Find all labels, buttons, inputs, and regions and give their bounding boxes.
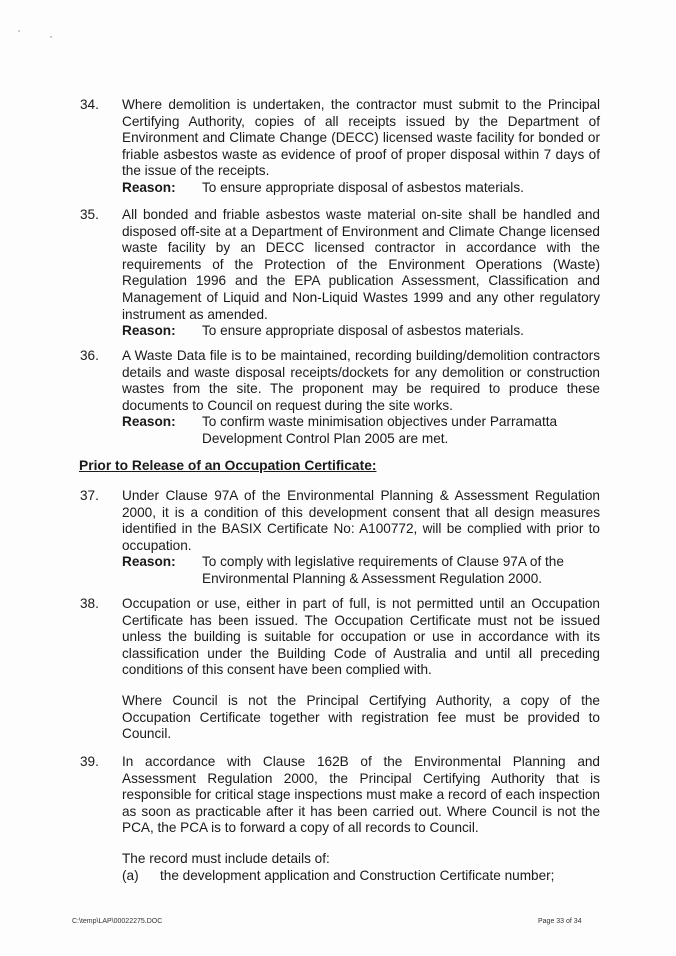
reason-row	[122, 180, 600, 197]
condition-34	[80, 97, 600, 197]
condition-text: Under Clause 97A of the Environmental Planning & Assessment Regulation 2000, it is a condition of this development consent that all design measures identified in the BASIX Certificate No: A100772, will be complied with prior to occupation.	[122, 488, 600, 553]
condition-text: In accordance with Clause 162B of the Environmental Planning and Assessment Regulation 2000, the Principal Certifying Authority that is responsible for critical stage inspections must make a record of each inspection as soon as practicable after it has been carried out. Where Council is not the PCA, the PCA is to forward a copy of all records to Council.	[122, 754, 600, 836]
scan-speck	[50, 36, 52, 38]
reason-label: Reason:	[122, 179, 176, 195]
condition-text: Occupation or use, either in part of full, is not permitted until an Occupation Certificate has been issued. The Occupation Certificate must not be issued unless the building is suitable for occupation or use in accordance with its classification under the Building Code of Australia and until all preceding conditions of this consent have been complied with.	[122, 596, 600, 678]
condition-paragraph: The record must include details of:	[122, 850, 330, 866]
reason-label: Reason:	[122, 554, 176, 570]
condition-number: 36.	[80, 348, 99, 363]
footer-file-path: C:\temp\LAP\00022275.DOC	[72, 918, 163, 925]
condition-37	[80, 488, 600, 588]
reason-text: To confirm waste minimisation objectives under Parramatta Development Control Plan 2005 are met.	[202, 414, 558, 446]
condition-number: 37.	[80, 488, 99, 503]
reason-label: Reason:	[122, 414, 176, 430]
reason-text: To ensure appropriate disposal of asbestos materials.	[202, 323, 524, 339]
scan-speck	[18, 30, 20, 32]
reason-label: Reason:	[122, 323, 176, 339]
reason-row	[122, 323, 600, 340]
condition-text: All bonded and friable asbestos waste material on-site shall be handled and disposed off-site at a Department of Environment and Climate Change licensed waste facility by an DECC licensed contractor in accordance with the requirements of the Protection of the Environment Operations (Waste) Regulation 1996 and the EPA publication Assessment, Classification and Management of Liquid and Non-Liquid Wastes 1999 and any other regulatory instrument as amended.	[122, 207, 600, 322]
reason-text: To ensure appropriate disposal of asbestos materials.	[202, 179, 524, 195]
condition-35	[80, 207, 600, 340]
section-heading: Prior to Release of an Occupation Certificate:	[79, 458, 377, 473]
reason-text: To comply with legislative requirements of Clause 97A of the Environmental Planning & Assessment Regulation 2000.	[202, 554, 564, 586]
condition-36	[80, 348, 600, 448]
list-marker: (a)	[122, 867, 139, 883]
list-item	[122, 868, 600, 885]
reason-row	[122, 554, 600, 587]
condition-38	[80, 596, 600, 743]
condition-text: Where demolition is undertaken, the contractor must submit to the Principal Certifying Authority, copies of all receipts issued by the Department of Environment and Climate Change (DECC) licensed waste facility for bonded or friable asbestos waste as evidence of proof of proper disposal within 7 days of the issue of the receipts.	[122, 97, 600, 179]
reason-row	[122, 414, 600, 447]
condition-39	[80, 754, 600, 884]
condition-number: 34.	[80, 97, 99, 112]
condition-number: 38.	[80, 596, 99, 611]
condition-number: 35.	[80, 207, 99, 222]
condition-number: 39.	[80, 754, 99, 769]
list-text: the development application and Construction Certificate number;	[160, 867, 555, 883]
condition-paragraph: Where Council is not the Principal Certifying Authority, a copy of the Occupation Certificate together with registration fee must be provided to Council.	[122, 692, 600, 742]
footer-page-number: Page 33 of 34	[538, 918, 582, 925]
condition-text: A Waste Data file is to be maintained, recording building/demolition contractors details and waste disposal receipts/dockets for any demolition or construction wastes from the site. The proponent may be required to produce these documents to Council on request during the site works.	[122, 348, 600, 413]
